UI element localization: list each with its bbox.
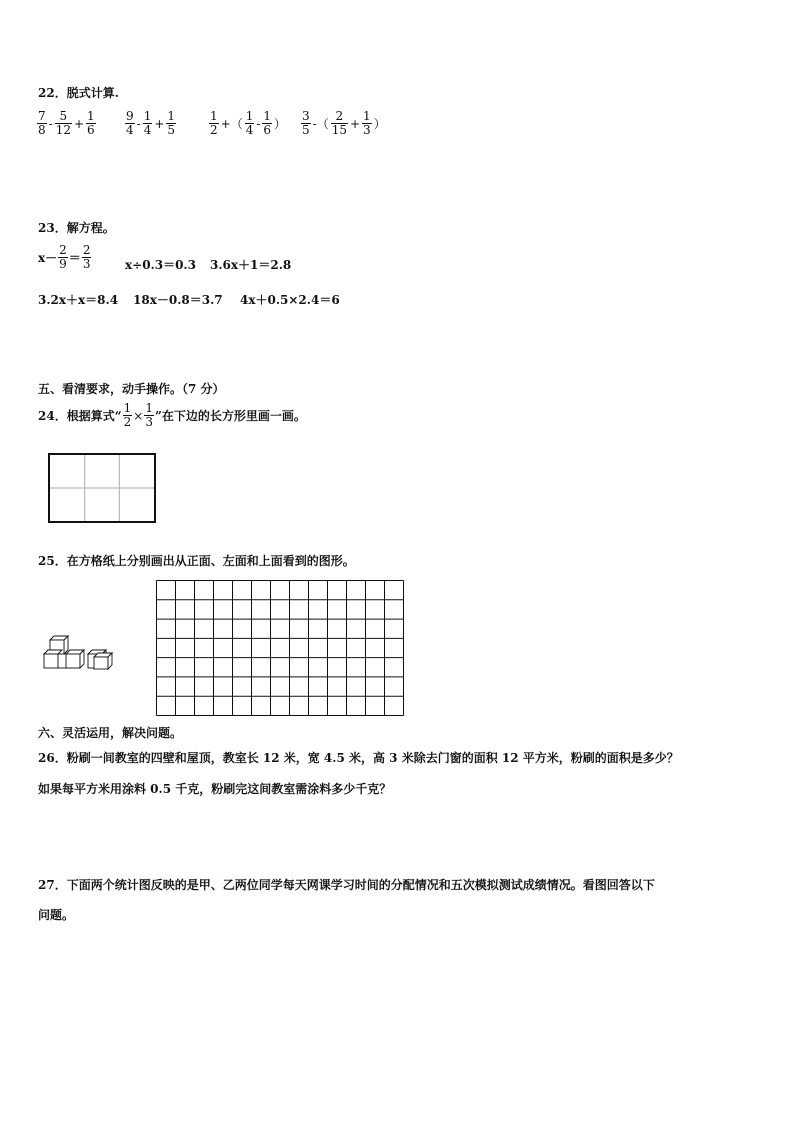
- q22-expression-3: [208, 110, 287, 137]
- operator: -（: [312, 117, 329, 131]
- fraction: $\frac{7}{8}$: [38, 109, 46, 137]
- q23-equation-6: 4x＋0.5×2.4＝6: [240, 293, 340, 307]
- drawing-rectangle[interactable]: [48, 453, 156, 523]
- fraction: $\frac{9}{4}$: [126, 109, 134, 137]
- fraction: $\frac{1}{2}$: [123, 401, 132, 429]
- q23-equation-5: 18x－0.8＝3.7: [133, 293, 223, 307]
- fraction: $\frac{1}{6}$: [87, 109, 95, 137]
- fraction: $\frac{1}{3}$: [145, 401, 153, 429]
- fraction: $\frac{3}{5}$: [302, 109, 310, 137]
- operator: -: [136, 116, 141, 131]
- q23-equation-1: x－ $\frac{2}{9}$ ＝ $\frac{2}{3}$: [38, 243, 91, 271]
- q26-line-1: 26．粉刷一间教室的四壁和屋顶，教室长 12 米，宽 4.5 米，高 3 米除去门窗的面积 12 平方米，粉刷的面积是多少？: [38, 751, 679, 765]
- fraction: $\frac{1}{4}$: [143, 109, 152, 137]
- section-5-heading: 五、看清要求，动手操作。（7 分）: [38, 382, 225, 396]
- q26-line-2: 如果每平方米用涂料 0.5 千克，粉刷完这间教室需涂料多少千克？: [38, 782, 392, 796]
- operator: -: [256, 116, 261, 131]
- q23-title: 23．解方程。: [38, 221, 115, 235]
- q25-title: 25．在方格纸上分别画出从正面、左面和上面看到的图形。: [38, 554, 355, 568]
- fraction: $\frac{2}{15}$: [331, 109, 347, 137]
- cube-stack-figure: [40, 632, 120, 672]
- section-6-heading: 六、灵活运用，解决问题。: [38, 726, 183, 740]
- rectangle-division-lines: [50, 455, 154, 521]
- q23-equation-3: 3.6x＋1＝2.8: [210, 258, 292, 272]
- q23-equation-4: 3.2x＋x＝8.4: [38, 293, 119, 307]
- close-paren: ）: [373, 117, 386, 131]
- fraction: $\frac{1}{3}$: [363, 109, 371, 137]
- operator: +: [349, 116, 361, 131]
- operator: +（: [220, 117, 243, 131]
- operator: +: [73, 116, 85, 131]
- fraction: $\frac{1}{2}$: [210, 109, 218, 137]
- q27-line-1: 27．下面两个统计图反映的是甲、乙两位同学每天网课学习时间的分配情况和五次模拟测试成绩情况。看图回答以下: [38, 878, 655, 892]
- q24-title: 24．根据算式“ $\frac{1}{2}$ × $\frac{1}{3}$ ”在下边的长方形里画一画。: [38, 401, 306, 429]
- fraction: $\frac{2}{3}$: [82, 243, 91, 271]
- fraction: $\frac{2}{9}$: [59, 243, 67, 271]
- fraction: $\frac{1}{6}$: [263, 109, 272, 137]
- operator: +: [154, 116, 165, 131]
- fraction: $\frac{5}{12}$: [55, 109, 71, 137]
- grid-paper[interactable]: [156, 580, 404, 716]
- q27-line-2: 问题。: [38, 908, 75, 922]
- close-paren: ）: [274, 117, 287, 131]
- q22-title: 22．脱式计算.: [38, 86, 119, 100]
- q23-equation-2: x÷0.3＝0.3: [125, 258, 196, 272]
- operator: -: [48, 116, 53, 131]
- q22-expression-2: [124, 110, 177, 137]
- fraction: $\frac{1}{4}$: [245, 109, 254, 137]
- q22-expression-4: [300, 110, 387, 137]
- q22-expression-1: [36, 110, 97, 137]
- fraction: $\frac{1}{5}$: [167, 109, 176, 137]
